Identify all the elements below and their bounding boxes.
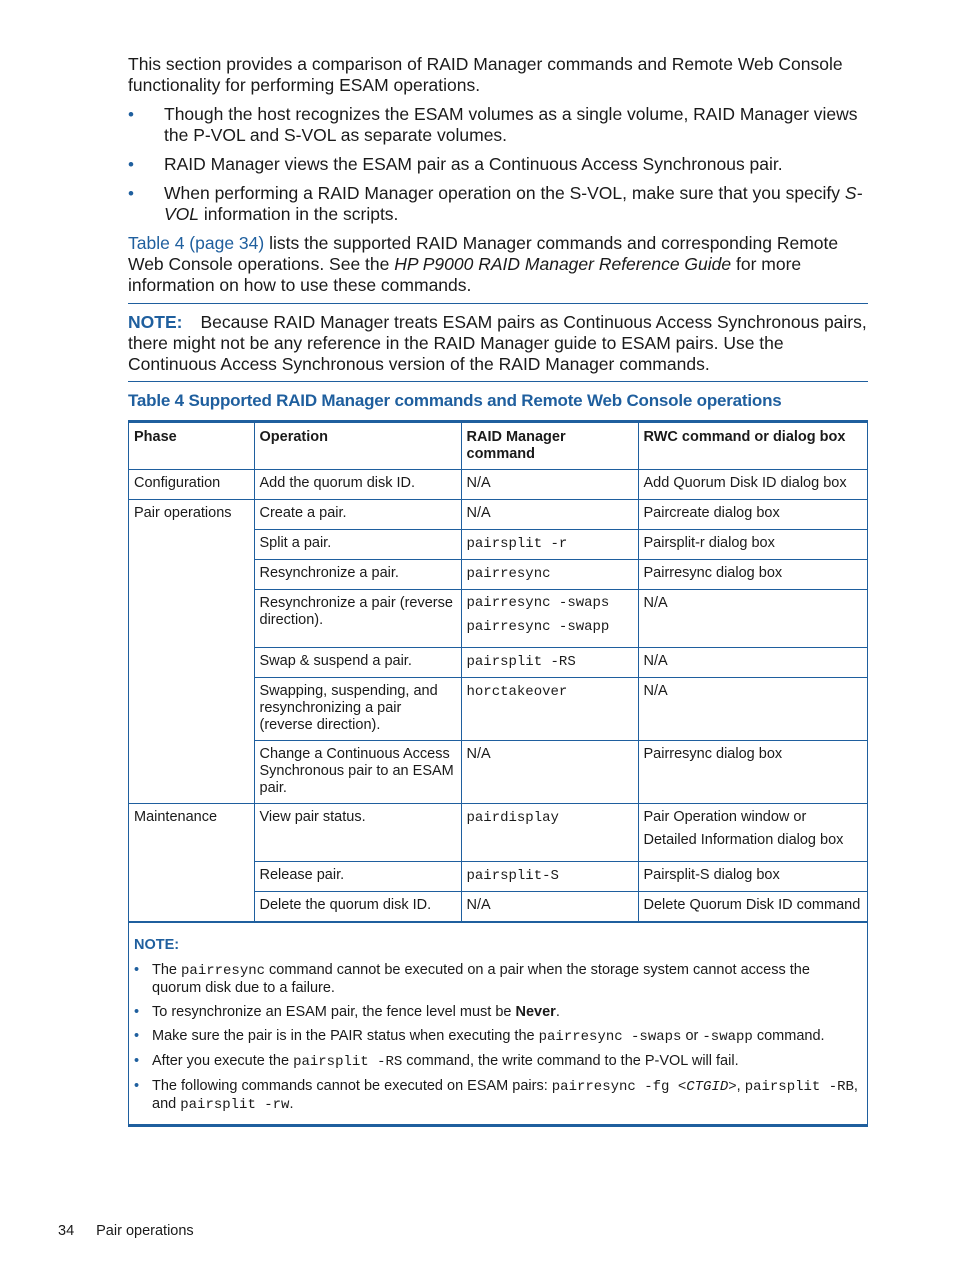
inline-code: pairsplit -RS [293,1054,403,1070]
text: After you execute the [152,1053,294,1069]
inline-code-italic: <CTGID> [677,1079,737,1095]
reference-paragraph [128,233,868,296]
header-rwc-command: RWC command or dialog box [638,423,867,470]
footer-section-title: Pair operations [96,1223,194,1239]
text: Make sure the pair is in the PAIR status when executing the [152,1028,539,1044]
note-box [128,303,868,382]
operation-cell: Add the quorum disk ID. [254,470,461,500]
text: lists the supported RAID Manager commands and corresponding Remote Web Console operations. See the [128,233,839,274]
command-cell [461,678,638,741]
document-page [128,54,868,1127]
phase-cell: Configuration [129,470,254,500]
header-phase: Phase [129,423,254,470]
text: command, the write command to the P-VOL will fail. [402,1053,739,1069]
note-label: NOTE: [128,312,183,332]
operation-cell: Resynchronize a pair (reverse direction). [254,590,461,648]
table-note-item [134,1004,861,1021]
inline-code: pairsplit -rw [180,1097,290,1113]
inline-code: pairresync -swaps [538,1029,682,1045]
operation-cell: Release pair. [254,862,461,892]
text: The following commands cannot be executed on ESAM pairs: [152,1078,552,1094]
command-cell: N/A [461,500,638,530]
rwc-line: Detailed Information dialog box [643,832,844,848]
inline-code: pairresync [181,963,266,979]
rwc-cell: Pairsplit-S dialog box [638,862,867,892]
rwc-line: Pair Operation window or [643,809,807,825]
bullet-list [128,104,868,225]
inline-code: pairresync -fg [551,1079,678,1095]
command-code: pairsplit -RS [466,654,576,670]
rwc-cell: Pairsplit-r dialog box [638,530,867,560]
text: , [736,1078,745,1094]
table-note [129,922,867,1124]
table-header-row [129,423,867,470]
rwc-cell: N/A [638,678,867,741]
rwc-cell: Pairresync dialog box [638,741,867,804]
rwc-cell: Delete Quorum Disk ID command [638,892,867,922]
inline-code: pairsplit -RB [744,1079,854,1095]
text: . [289,1096,294,1112]
command-cell: N/A [461,892,638,922]
command-code: pairdisplay [466,810,559,826]
rwc-cell: Paircreate dialog box [638,500,867,530]
table-caption: Table 4 Supported RAID Manager commands and Remote Web Console operations [128,391,782,410]
text: When performing a RAID Manager operation on the S-VOL, make sure that you specify [164,183,845,203]
table-note-item [134,1028,861,1046]
table-row [129,500,867,530]
operation-cell: Create a pair. [254,500,461,530]
note-text: Because RAID Manager treats ESAM pairs as Continuous Access Synchronous pairs, there might not be any reference in the RAID Manager guide to ESAM pairs. Use the Continuous Access Synchronous version of the RAID Manager commands. [128,312,867,374]
command-code: pairresync -swaps [466,595,610,611]
table-note-item [134,1053,861,1071]
table-note-item [134,962,861,997]
rwc-cell [638,804,867,862]
text: command cannot be executed on a pair when the storage system cannot access the quorum disk due to a failure. [152,962,810,996]
operation-cell: Swapping, suspending, and resynchronizing a pair (reverse direction). [254,678,461,741]
operation-cell: Swap & suspend a pair. [254,648,461,678]
command-cell [461,590,638,648]
command-cell [461,804,638,862]
table-note-list [134,962,861,1114]
operation-cell: Delete the quorum disk ID. [254,892,461,922]
command-cell [461,560,638,590]
bullet-item: • Though the host recognizes the ESAM volumes as a single volume, RAID Manager views the P-VOL and S-VOL as separate volumes. [128,104,868,146]
command-code: pairsplit -r [466,536,568,552]
intro-paragraph: This section provides a comparison of RAID Manager commands and Remote Web Console functionality for performing ESAM operations. [128,54,843,95]
operation-cell: View pair status. [254,804,461,862]
rwc-cell: Add Quorum Disk ID dialog box [638,470,867,500]
bullet-item: • RAID Manager views the ESAM pair as a Continuous Access Synchronous pair. [128,154,868,175]
header-raid-command: RAID Manager command [461,423,638,470]
operation-cell: Change a Continuous Access Synchronous pair to an ESAM pair. [254,741,461,804]
commands-table [129,422,867,922]
emphasis: S-VOL [164,183,863,224]
table-note-label: NOTE: [134,937,180,953]
text: . [555,1004,560,1020]
command-code: pairsplit-S [466,868,559,884]
guide-title: HP P9000 RAID Manager Reference Guide [394,254,732,274]
operation-cell: Split a pair. [254,530,461,560]
command-code: pairresync [466,566,551,582]
command-cell: N/A [461,470,638,500]
text: for more information on how to use these commands. [128,254,802,295]
table-row [129,804,867,862]
rwc-cell: N/A [638,590,867,648]
page-footer [58,1222,194,1240]
text: information in the scripts. [199,204,399,224]
page-number: 34 [58,1223,75,1239]
command-cell: N/A [461,741,638,804]
rwc-cell: Pairresync dialog box [638,560,867,590]
text: command. [752,1028,825,1044]
text: To resynchronize an ESAM pair, the fence level must be [152,1004,516,1020]
operation-cell: Resynchronize a pair. [254,560,461,590]
command-code: pairresync -swapp [466,619,610,635]
command-cell [461,530,638,560]
phase-cell: Maintenance [129,804,254,922]
command-cell [461,648,638,678]
bullet-item [128,183,868,225]
table-row [129,470,867,500]
command-cell [461,862,638,892]
bold-text: Never [515,1004,556,1020]
text: or [681,1028,703,1044]
command-code: horctakeover [466,684,568,700]
text: The [152,962,182,978]
rwc-cell: N/A [638,648,867,678]
inline-code: -swapp [702,1029,753,1045]
table-note-item [134,1078,861,1114]
table-link[interactable]: Table 4 (page 34) [128,233,265,253]
commands-table-container [128,420,868,1127]
text: , and [152,1078,858,1112]
phase-cell: Pair operations [129,500,254,804]
header-operation: Operation [254,423,461,470]
